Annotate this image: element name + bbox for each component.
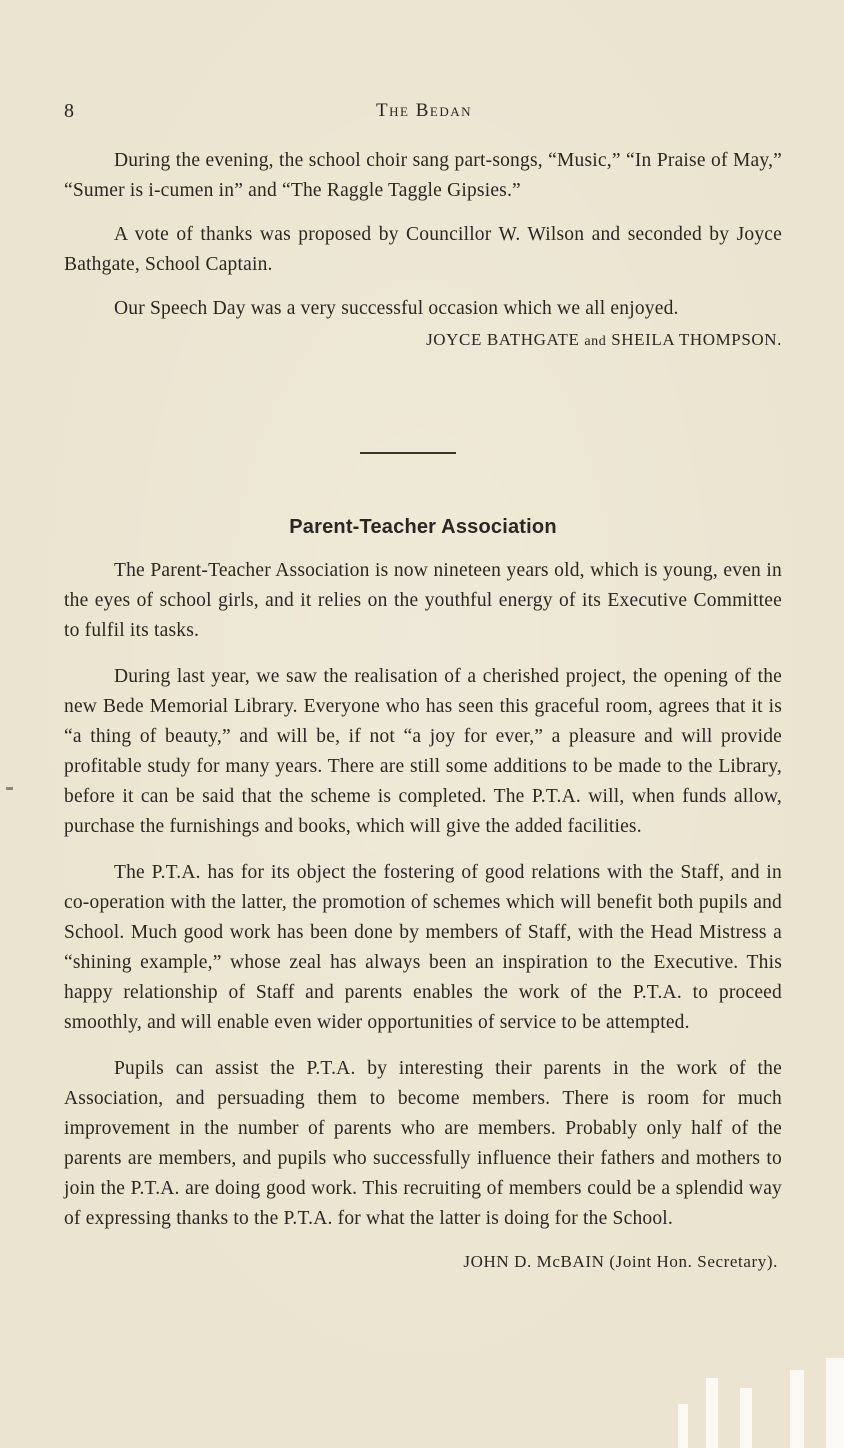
paragraph: A vote of thanks was proposed by Councillor W. Wilson and seconded by Joyce Bathgate, School Captain. [64,224,782,275]
signature [64,326,782,356]
edge-artifact [678,1404,688,1448]
paragraph: The P.T.A. has for its object the fostering of good relations with the Staff, and in co-operation with the latter, the promotion of schemes which will benefit both pupils and School. Much good work has been done by members of Staff, with the Head Mistress a “shining example,” whose zeal has always been an inspiration to the Executive. This happy relationship of Staff and parents enables the work of the P.T.A. to proceed smoothly, and will enable even wider opportunities of service to be attempted. [64,862,782,1033]
page-number: 8 [64,100,74,122]
paragraph: The Parent-Teacher Association is now nineteen years old, which is young, even in the eyes of school girls, and it relies on the youthful energy of its Executive Committee to fulfil its tasks. [64,560,782,641]
page-header [64,100,784,130]
paragraph: Pupils can assist the P.T.A. by interesting their parents in the work of the Association, and persuading them to become members. There is room for much improvement in the number of parents who are members. Probably only half of the parents are members, and pupils who successfully influence their fathers and mothers to join the P.T.A. are doing good work. This recruiting of members could be a splendid way of expressing thanks to the P.T.A. for what the latter is doing for the School. [64,1058,782,1229]
signature: JOHN D. McBAIN (Joint Hon. Secretary). [463,1252,778,1271]
signature-name: JOYCE BATHGATE [426,330,580,349]
paragraph: During last year, we saw the realisation of a cherished project, the opening of the new Bede Memorial Library. Everyone who has seen this graceful room, agrees that it is “a thing of beauty,” and will be, if not “a joy for ever,” a pleasure and will provide profitable study for many years. There are still some additions to be made to the Library, before it can be said that the scheme is completed. The P.T.A. will, when funds allow, purchase the furnishings and books, which will give the added facilities. [64,666,782,837]
speech-day-section [64,146,782,356]
edge-artifact [790,1370,804,1448]
signature-conjunction: and [584,334,607,349]
edge-artifact [706,1378,718,1448]
paragraph: Our Speech Day was a very successful occasion which we all enjoyed. [114,298,679,319]
paragraph: During the evening, the school choir sang part-songs, “Music,” “In Praise of May,” “Sumer is i-cumen in” and “The Raggle Taggle Gipsies.” [64,150,782,201]
edge-artifact [740,1388,752,1448]
section-heading: Parent-Teacher Association [289,516,557,538]
edge-artifact [826,1358,844,1448]
running-title: The Bedan [376,100,472,121]
signature-name: SHEILA THOMPSON. [611,330,782,349]
pta-section [64,556,782,1276]
margin-mark [6,787,13,790]
section-divider [360,452,456,454]
